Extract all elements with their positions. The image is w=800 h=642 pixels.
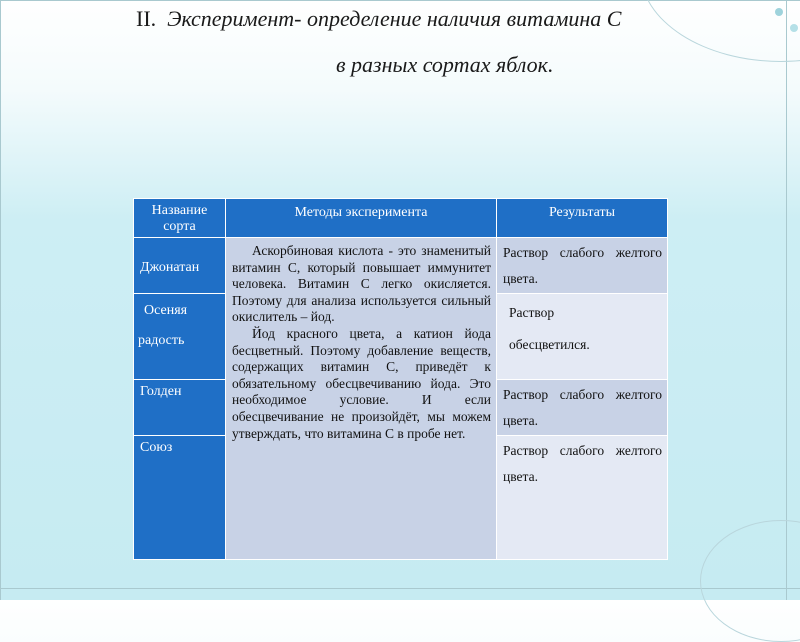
frame-left-line	[0, 0, 1, 600]
variety-cell: Осеняя радость	[134, 294, 226, 380]
result-cell: Раствор слабого желтого цвета.	[497, 238, 668, 294]
header-variety: Название сорта	[134, 199, 226, 238]
title-text: Эксперимент- определение наличия витамина С	[167, 6, 622, 31]
header-results: Результаты	[497, 199, 668, 238]
frame-bottom-line	[0, 588, 800, 589]
experiment-table	[133, 198, 668, 560]
frame-right-line	[786, 0, 787, 600]
variety-cell: Джонатан	[134, 238, 226, 294]
result-cell: Раствор слабого желтого цвета.	[497, 380, 668, 436]
decorative-arc-bottom-right	[700, 520, 800, 642]
title-number: II.	[136, 6, 157, 31]
method-paragraph: Йод красного цвета, а катион йода бесцветный. Поэтому добавление веществ, содержащих витамин С, приведёт к обязательному обесцвечиванию йода. Это необходимое условие. И если обесцвечивание не произойдёт, мы можем утверждать, что витамина С в пробе нет.	[232, 325, 491, 441]
decorative-dot	[775, 8, 783, 16]
slide-title-line2: в разных сортах яблок.	[336, 52, 554, 77]
method-paragraph: Аскорбиновая кислота - это знаменитый витамин С, который повышает иммунитет человека. Витамин С легко окисляется. Поэтому для анализа используется сильный окислитель – йод.	[232, 243, 491, 325]
table-header-row	[134, 199, 668, 238]
table-row	[134, 238, 668, 294]
result-cell: Раствор слабого желтого цвета.	[497, 436, 668, 560]
variety-cell: Голден	[134, 380, 226, 436]
header-methods: Методы эксперимента	[226, 199, 497, 238]
variety-cell: Союз	[134, 436, 226, 560]
result-cell: Раствор обесцветился.	[497, 294, 668, 380]
decorative-dot	[790, 24, 798, 32]
methods-cell	[226, 238, 497, 560]
slide-title-line1	[136, 6, 621, 32]
